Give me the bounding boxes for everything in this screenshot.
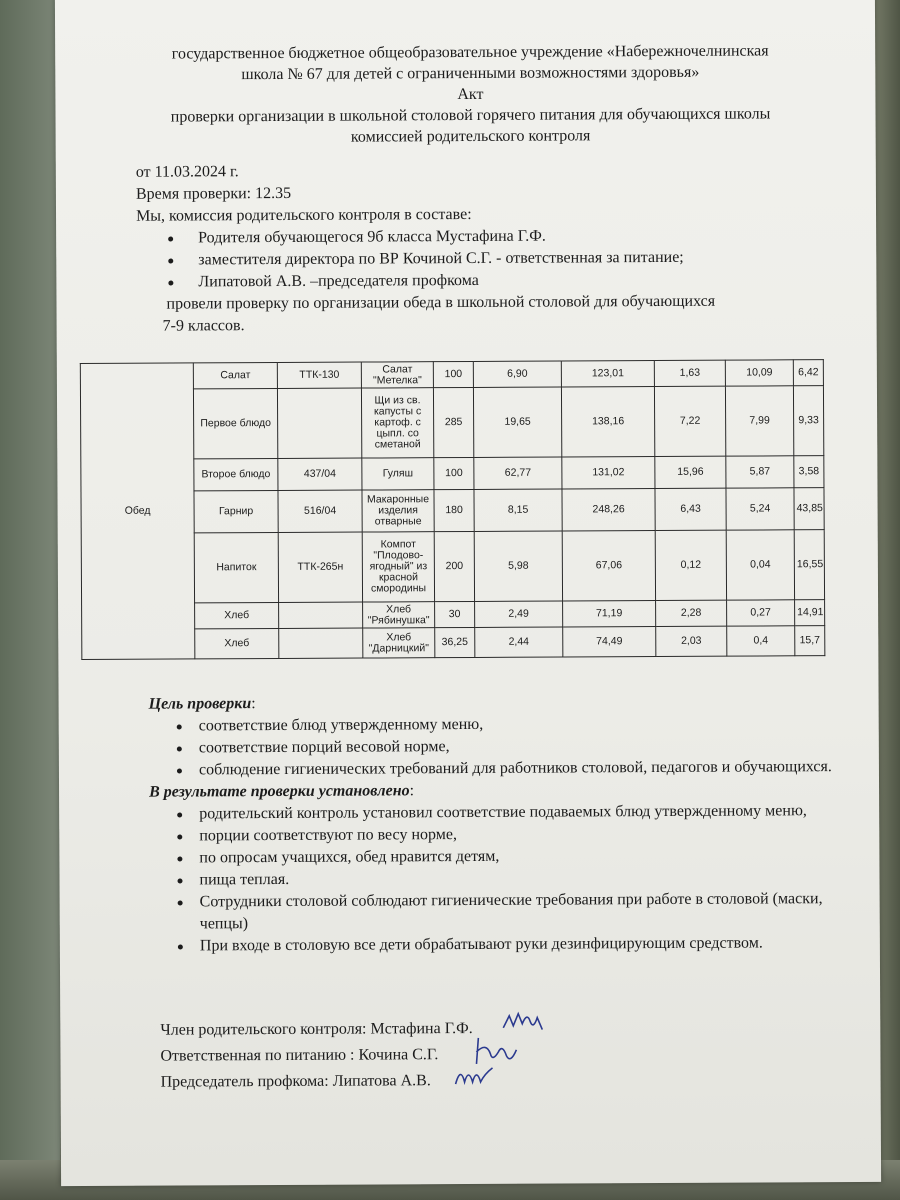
result-item: по опросам учащихся, обед нравится детям, — [149, 844, 849, 870]
price: 62,77 — [474, 457, 562, 489]
price: 19,65 — [473, 387, 561, 457]
tech-card-code — [279, 602, 363, 628]
fat: 7,99 — [725, 386, 793, 456]
background-left — [0, 0, 60, 1200]
fat: 5,24 — [726, 488, 794, 530]
protein: 15,96 — [655, 456, 726, 488]
tech-card-code — [277, 388, 361, 458]
meal-type: Обед — [80, 363, 195, 660]
dish-name: Щи из св. капусты с картоф. с цыпл. со сметаной — [361, 388, 433, 458]
carbohydrates: 43,85 — [794, 488, 824, 530]
dish-category: Первое блюдо — [193, 388, 277, 458]
handwritten-signature-icon — [452, 1060, 496, 1092]
result-item: При входе в столовую все дети обрабатывают руки дезинфицирующим средством. — [150, 932, 850, 958]
portion-weight: 180 — [434, 489, 474, 531]
result-item: порции соответствуют по весу норме, — [149, 822, 849, 848]
portion-weight: 36,25 — [435, 627, 475, 657]
fat: 5,87 — [726, 456, 794, 488]
goals-heading-row: Цель проверки: — [148, 695, 256, 713]
inspection-date: от 11.03.2024 г. — [135, 163, 239, 181]
dish-name: Салат "Метелка" — [361, 362, 433, 388]
signature-row-chair — [161, 1066, 761, 1095]
energy-value: 71,19 — [563, 601, 656, 627]
member-item: Липатовой А.В. –председателя профкома — [164, 268, 816, 293]
fat: 0,27 — [727, 600, 795, 626]
results-heading-row: В результате проверки установлено: — [149, 782, 415, 801]
dish-category: Хлеб — [195, 602, 279, 628]
dish-name: Макаронные изделия отварные — [362, 490, 434, 532]
energy-value: 67,06 — [562, 531, 655, 601]
carbohydrates: 9,33 — [793, 386, 823, 456]
goal-item: соблюдение гигиенических требований для работников столовой, педагогов и обучающихся. — [149, 756, 849, 782]
signature-responsible-label: Ответственная по питанию : Кочина С.Г. — [160, 1046, 439, 1065]
tech-card-code — [279, 628, 363, 658]
portion-weight: 100 — [433, 361, 473, 387]
member-item: заместителя директора по ВР Кочиной С.Г. - ответственная за питание; — [164, 246, 816, 271]
carbohydrates: 6,42 — [793, 360, 823, 386]
carbohydrates: 3,58 — [794, 456, 824, 488]
price: 2,49 — [475, 601, 563, 627]
price: 2,44 — [475, 627, 563, 657]
fat: 0,4 — [727, 626, 795, 656]
portion-weight: 200 — [434, 531, 474, 601]
results-heading: В результате проверки установлено — [149, 782, 410, 801]
fat: 10,09 — [725, 360, 793, 386]
goals-list — [149, 712, 849, 782]
menu-row — [80, 360, 823, 390]
commission-lead: Мы, комиссия родительского контроля в составе: — [135, 205, 472, 225]
dish-category: Хлеб — [195, 628, 279, 658]
price: 6,90 — [473, 361, 561, 387]
dish-category: Гарнир — [194, 490, 278, 532]
signature-chair-label: Председатель профкома: Липатова А.В. — [160, 1072, 431, 1091]
result-item: родительский контроль установил соответствие подаваемых блюд утвержденному меню, — [149, 800, 849, 826]
result-item: пища теплая. — [149, 866, 849, 892]
protein: 2,28 — [656, 600, 727, 626]
dish-name: Гуляш — [362, 458, 434, 490]
conclusion-line-1: провели проверку по организации обеда в школьной столовой для обучающихся — [166, 292, 716, 313]
tech-card-code: 437/04 — [278, 458, 362, 490]
commission-members — [136, 224, 816, 294]
protein: 2,03 — [656, 626, 727, 656]
tech-card-code: ТТК-265н — [278, 532, 362, 602]
carbohydrates: 15,7 — [795, 626, 825, 656]
portion-weight: 30 — [435, 601, 475, 627]
goals-heading: Цель проверки — [148, 695, 252, 713]
doc-type: Акт — [457, 85, 484, 104]
protein: 1,63 — [654, 360, 725, 386]
member-item: Родителя обучающегося 9б класса Мустафина Г.Ф. — [164, 224, 816, 249]
energy-value: 248,26 — [562, 489, 655, 531]
portion-weight: 285 — [433, 387, 473, 457]
fat: 0,04 — [726, 530, 794, 600]
dish-name: Компот "Плодово-ягодный" из красной смородины — [362, 532, 434, 602]
price: 8,15 — [474, 489, 562, 531]
document-sheet — [55, 0, 881, 1186]
subject-line-2: комиссией родительского контроля — [350, 127, 591, 146]
conclusion-line-2: 7-9 классов. — [162, 317, 245, 335]
protein: 6,43 — [655, 488, 726, 530]
tech-card-code: ТТК-130 — [277, 362, 361, 388]
goal-item: соответствие блюд утвержденному меню, — [149, 712, 849, 738]
dish-category: Салат — [193, 362, 277, 388]
signature-member-label: Член родительского контроля: Мстафина Г.Ф. — [160, 1019, 473, 1039]
energy-value: 131,02 — [562, 457, 655, 489]
energy-value: 123,01 — [561, 361, 654, 387]
dish-category: Второе блюдо — [194, 458, 278, 490]
energy-value: 138,16 — [561, 387, 654, 457]
signatures — [160, 1014, 760, 1095]
protein: 0,12 — [655, 530, 726, 600]
goals-and-results — [149, 690, 850, 958]
menu-table — [80, 359, 826, 660]
results-list — [149, 800, 850, 958]
carbohydrates: 16,55 — [794, 530, 824, 600]
org-line-2: школа № 67 для детей с ограниченными возможностями здоровья» — [241, 63, 700, 84]
result-item: Сотрудники столовой соблюдают гигиенические требования при работе в столовой (маски, чепцы) — [150, 888, 850, 936]
document-header — [125, 40, 816, 149]
subject-line-1: проверки организации в школьной столовой горячего питания для обучающихся школы — [170, 105, 771, 126]
signature-row-member — [160, 1014, 760, 1043]
portion-weight: 100 — [434, 457, 474, 489]
energy-value: 74,49 — [563, 627, 656, 657]
tech-card-code: 516/04 — [278, 490, 362, 532]
protein: 7,22 — [654, 386, 725, 456]
dish-category: Напиток — [194, 532, 278, 602]
dish-name: Хлеб "Дарницкий" — [363, 628, 435, 658]
price: 5,98 — [474, 531, 562, 601]
carbohydrates: 14,91 — [795, 600, 825, 626]
inspection-intro — [136, 158, 817, 338]
org-line-1: государственное бюджетное общеобразовательное учреждение «Набережночелнинская — [171, 42, 769, 63]
inspection-time: Время проверки: 12.35 — [135, 184, 292, 203]
goal-item: соответствие порций весовой норме, — [149, 734, 849, 760]
dish-name: Хлеб "Рябинушка" — [363, 602, 435, 628]
